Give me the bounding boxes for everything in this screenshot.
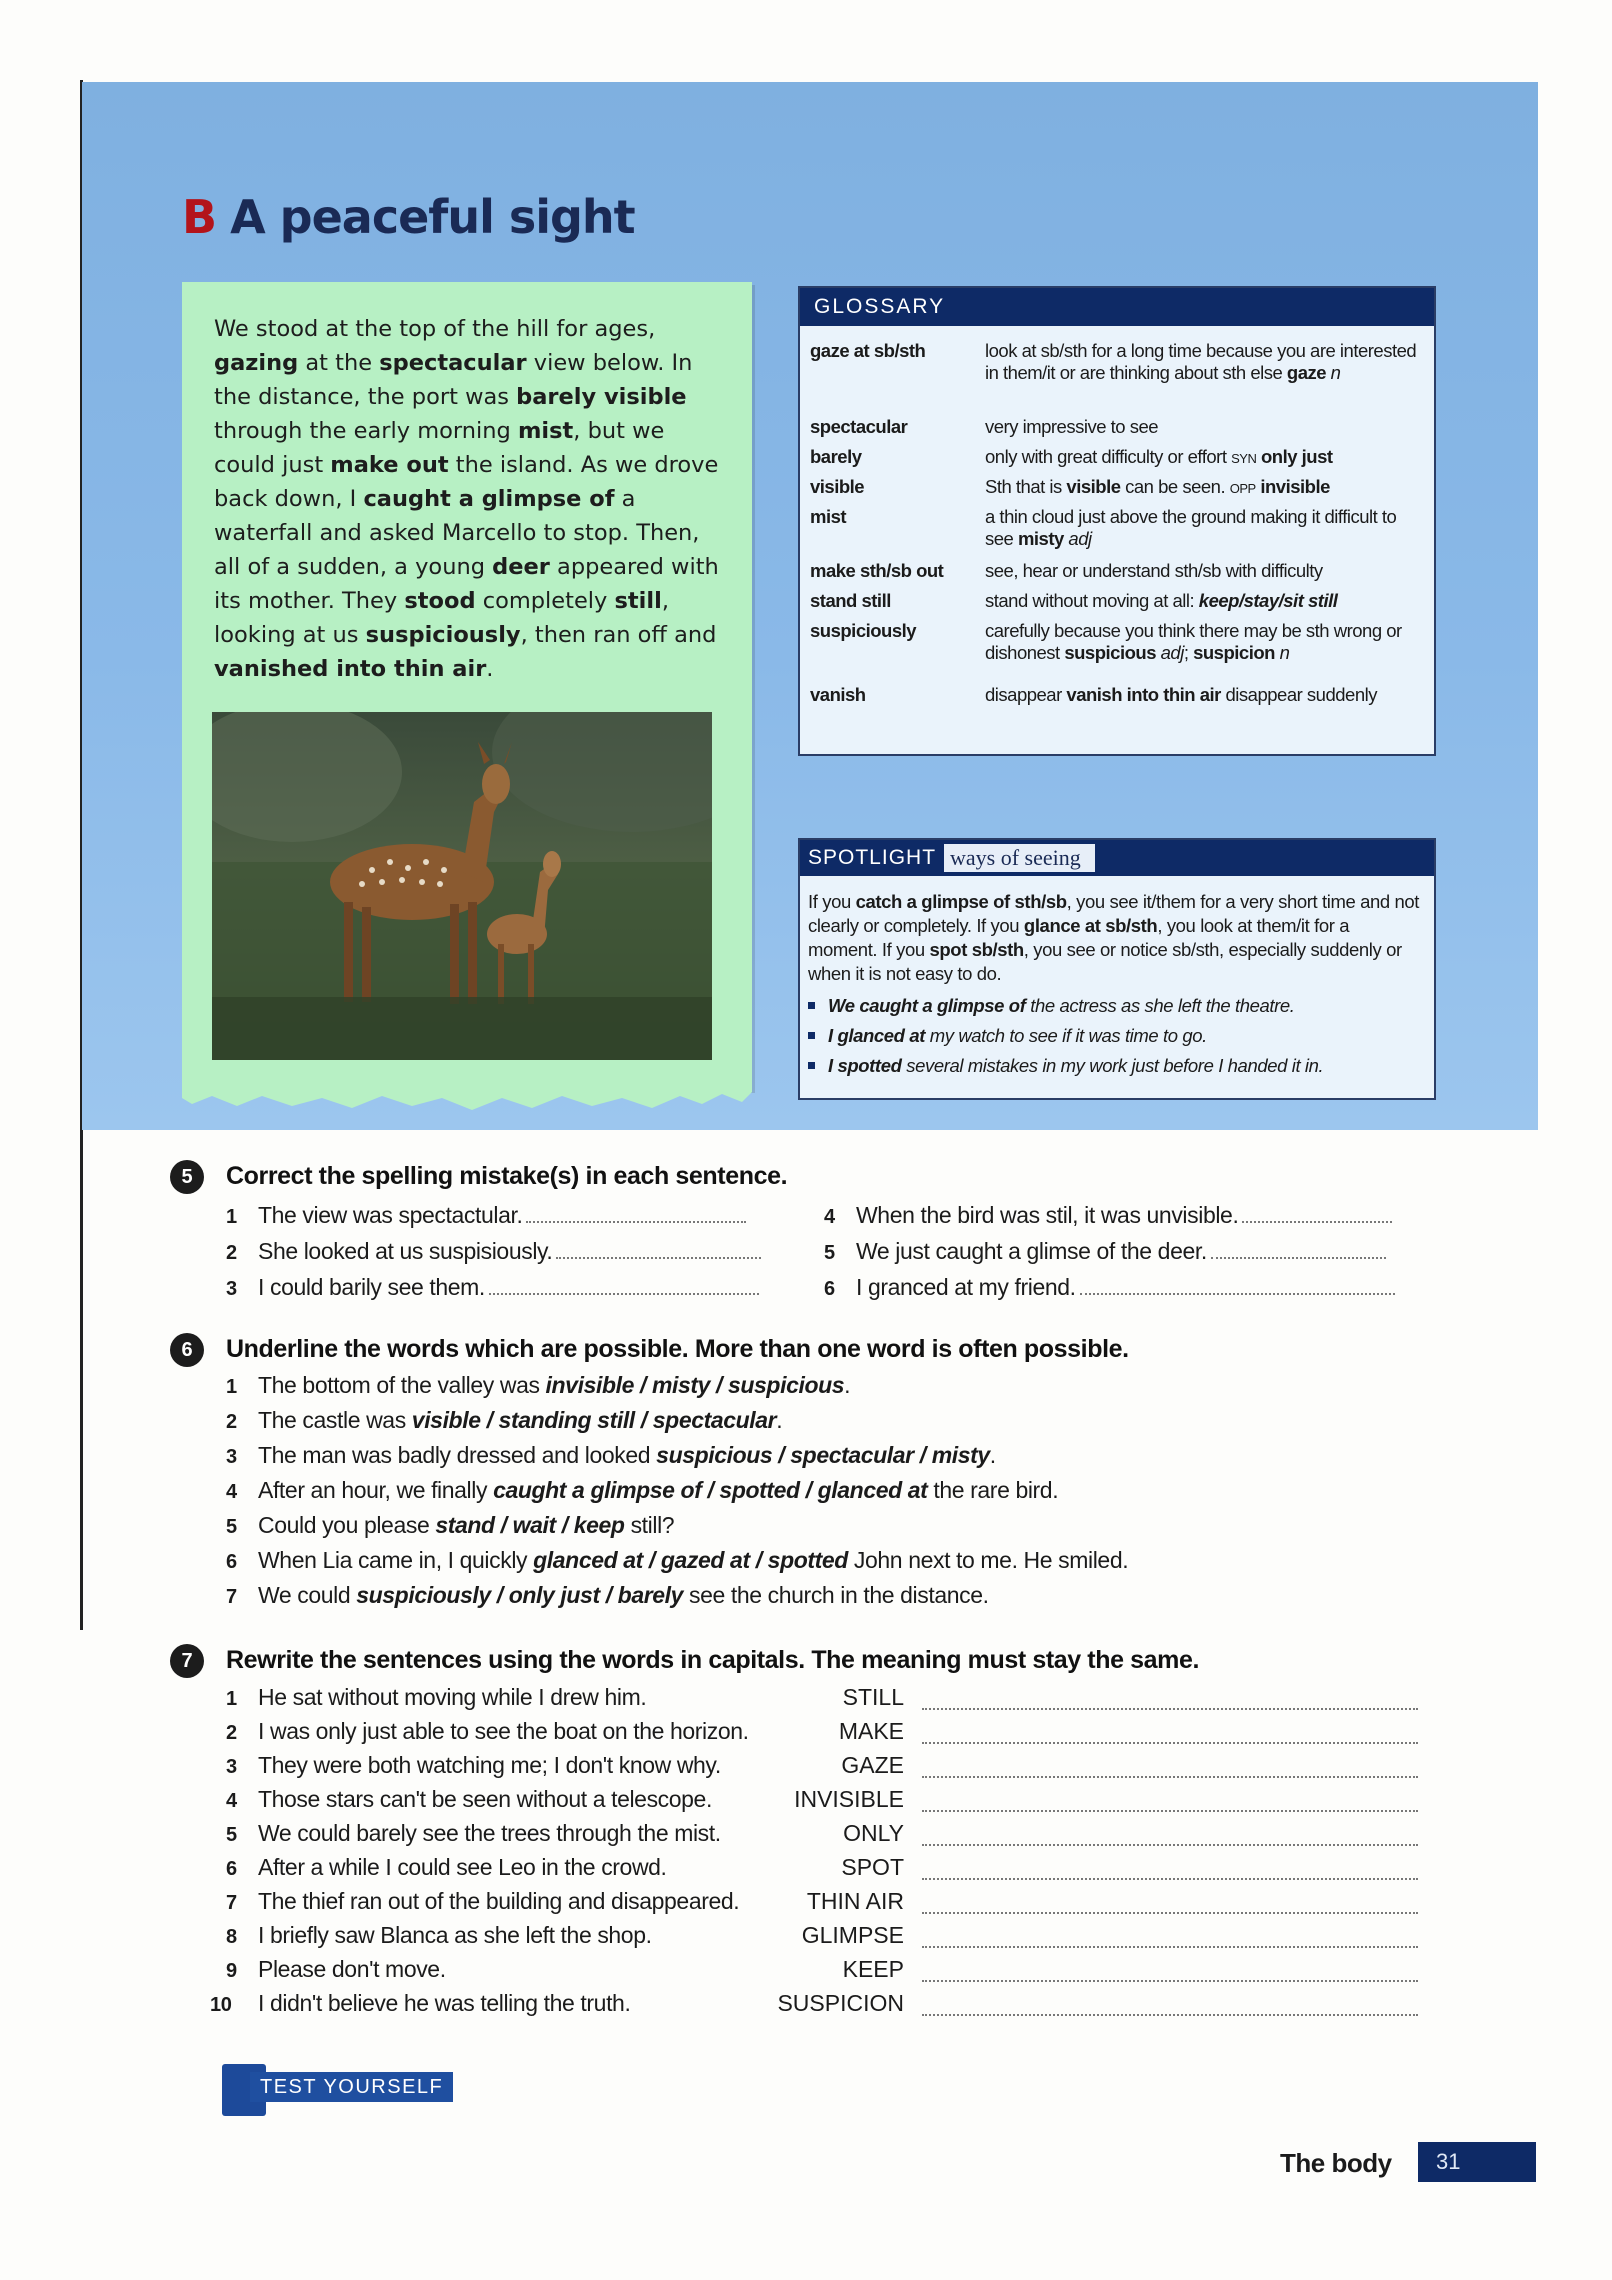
glossary-heading: GLOSSARY: [800, 288, 1434, 326]
glossary-definition: very impressive to see: [985, 416, 1159, 437]
exercise-5-item: 3 I could barily see them.: [226, 1272, 759, 1304]
exercise-title: Underline the words which are possible. More than one word is often possible.: [226, 1335, 1129, 1363]
word-options[interactable]: suspiciously / only just / barely: [356, 1582, 684, 1608]
capital-word: GLIMPSE: [801, 1922, 904, 1948]
exercise-7-item: 7 The thief ran out of the building and disappeared.: [226, 1888, 740, 1914]
spotlight-header: [800, 840, 1434, 876]
torn-edge: [182, 1084, 752, 1114]
answer-line[interactable]: [922, 1944, 1418, 1948]
section-title: B A peaceful sight: [182, 190, 635, 244]
capital-word: STILL: [842, 1684, 904, 1710]
glossary-box: GLOSSARY gaze at sb/sth look at sb/sth for a long time because you are interested in them/it or are thinking about sth else gaze n spectacular very impressive to see barely only with great difficulty or effort SYN only just visible Sth that is visible can be seen. OPP invisible mist a thin cloud just above the ground making it difficult to see misty adj make sth/sb out see, hear or understand sth/sb with difficulty stand still stand without moving at all: keep/stay/sit still suspiciously carefully because you think there may be sth wrong or dishonest suspicious adj; suspicion n vanish disappear vanish into thin air disappear suddenly: [798, 286, 1436, 756]
glossary-definition: stand without moving at all: keep/stay/sit still: [985, 590, 1338, 611]
exercise-5-item: 2 She looked at us suspisiously.: [226, 1236, 761, 1268]
spotlight-subtitle: ways of seeing: [944, 844, 1095, 872]
glossary-definition: Sth that is visible can be seen. OPP invisible: [985, 476, 1330, 497]
exercise-7-item: 2 I was only just able to see the boat on the horizon.: [226, 1718, 749, 1744]
exercise-number: 5: [170, 1160, 204, 1194]
word-options[interactable]: invisible / misty / suspicious: [545, 1372, 845, 1398]
capital-word: ONLY: [843, 1820, 904, 1846]
glossary-definition: only with great difficulty or effort SYN only just: [985, 446, 1333, 467]
exercise-7-item: 3 They were both watching me; I don't know why.: [226, 1752, 721, 1778]
footer-chapter-title: The body: [1280, 2148, 1392, 2178]
exercise-5-item: 5 We just caught a glimse of the deer.: [824, 1236, 1386, 1268]
word-options[interactable]: caught a glimpse of / spotted / glanced at: [493, 1477, 928, 1503]
answer-line[interactable]: [922, 1774, 1418, 1778]
exercise-number: 6: [170, 1333, 204, 1367]
answer-line[interactable]: [1211, 1237, 1386, 1259]
capital-word: KEEP: [842, 1956, 904, 1982]
glossary-definition: look at sb/sth for a long time because you are interested in them/it or are thinking about sth else gaze n: [985, 340, 1417, 383]
capital-word: GAZE: [841, 1752, 904, 1778]
deer-photo: [212, 712, 712, 1060]
word-options[interactable]: visible / standing still / spectacular: [411, 1407, 777, 1433]
story-card: [182, 282, 752, 1090]
exercise-6-item: 7 We could suspiciously / only just / barely see the church in the distance.: [226, 1582, 989, 1608]
capital-word: SPOT: [841, 1854, 904, 1880]
capital-word: MAKE: [838, 1718, 904, 1744]
word-options[interactable]: suspicious / spectacular / misty: [656, 1442, 990, 1468]
glossary-definition: a thin cloud just above the ground making it difficult to see misty adj: [985, 506, 1397, 549]
answer-line[interactable]: [922, 2012, 1418, 2016]
answer-line[interactable]: [526, 1201, 746, 1223]
answer-line[interactable]: [922, 1978, 1418, 1982]
spotlight-body: If you catch a glimpse of sth/sb, you see it/them for a very short time and not clearly or completely. If you glance at sb/sth, you look at them/it for a moment. If you spot sb/sth, you see or notice sb/sth, especially suddenly or when it is not easy to do.: [808, 891, 1420, 984]
exercise-5-item: 1 The view was spectactular.: [226, 1200, 746, 1232]
exercise-7-item: 6 After a while I could see Leo in the crowd.: [226, 1854, 667, 1880]
capital-word: INVISIBLE: [794, 1786, 904, 1812]
exercise-7-item: 8 I briefly saw Blanca as she left the shop.: [226, 1922, 652, 1948]
exercise-6-item: 2 The castle was visible / standing still / spectacular.: [226, 1407, 783, 1433]
exercise-6-item: 3 The man was badly dressed and looked suspicious / spectacular / misty.: [226, 1442, 996, 1468]
page-number: 31: [1418, 2142, 1536, 2182]
capital-word: THIN AIR: [806, 1888, 904, 1914]
exercise-7-item: 10 I didn't believe he was telling the truth.: [210, 1990, 631, 2016]
capital-word: SUSPICION: [777, 1990, 904, 2016]
exercise-6-item: 5 Could you please stand / wait / keep still?: [226, 1512, 675, 1538]
spotlight-box: SPOTLIGHT ways of seeing If you catch a glimpse of sth/sb, you see it/them for a very short time and not clearly or completely. If you glance at sb/sth, you look at them/it for a moment. If you spot sb/sth, you see or notice sb/sth, especially suddenly or when it is not easy to do. We caught a glimpse of the actress as she left the theatre. I glanced at my watch to see if it was time to go. I spotted several mistakes in my work just before I handed it in.: [798, 838, 1436, 1100]
test-yourself-badge[interactable]: [222, 2062, 462, 2116]
exercise-title: Rewrite the sentences using the words in capitals. The meaning must stay the same.: [226, 1646, 1200, 1674]
word-options[interactable]: glanced at / gazed at / spotted: [533, 1547, 848, 1573]
exercise-6-item: 6 When Lia came in, I quickly glanced at / gazed at / spotted John next to me. He smiled.: [226, 1547, 1129, 1573]
answer-line[interactable]: [1080, 1273, 1395, 1295]
answer-line[interactable]: [922, 1910, 1418, 1914]
glossary-definition: disappear vanish into thin air disappear suddenly: [985, 684, 1377, 705]
story-text: We stood at the top of the hill for ages, gazing at the spectacular view below. In the distance, the port was barely visible through the early morning mist, but we could just make out the island. As we drove back down, I caught a glimpse of a waterfall and asked Marcello to stop. Then, all of a sudden, a young deer appeared with its mother. They stood completely still, looking at us suspiciously, then ran off and vanished into thin air.: [214, 316, 719, 682]
exercise-title: Correct the spelling mistake(s) in each sentence.: [226, 1162, 788, 1190]
answer-line[interactable]: [1242, 1201, 1392, 1223]
exercise-7-item: 9 Please don't move.: [226, 1956, 446, 1982]
answer-line[interactable]: [922, 1706, 1418, 1710]
answer-line[interactable]: [922, 1876, 1418, 1880]
test-yourself-label: TEST YOURSELF: [250, 2072, 453, 2102]
answer-line[interactable]: [922, 1842, 1418, 1846]
answer-line[interactable]: [489, 1273, 759, 1295]
glossary-definition: see, hear or understand sth/sb with difficulty: [985, 560, 1323, 581]
glossary-definition: carefully because you think there may be sth wrong or dishonest suspicious adj; suspicion n: [985, 620, 1402, 663]
exercise-number: 7: [170, 1644, 204, 1678]
exercise-5-item: 4 When the bird was stil, it was unvisible.: [824, 1200, 1392, 1232]
exercise-6-item: 1 The bottom of the valley was invisible / misty / suspicious.: [226, 1372, 851, 1398]
exercise-6-item: 4 After an hour, we finally caught a glimpse of / spotted / glanced at the rare bird.: [226, 1477, 1059, 1503]
exercise-7-item: 1 He sat without moving while I drew him.: [226, 1684, 647, 1710]
spotlight-label: SPOTLIGHT: [808, 846, 937, 869]
exercise-7-item: 5 We could barely see the trees through the mist.: [226, 1820, 721, 1846]
answer-line[interactable]: [556, 1237, 761, 1259]
answer-line[interactable]: [922, 1740, 1418, 1744]
answer-line[interactable]: [922, 1808, 1418, 1812]
word-options[interactable]: stand / wait / keep: [435, 1512, 625, 1538]
exercise-5-item: 6 I granced at my friend.: [824, 1272, 1395, 1304]
exercise-7-item: 4 Those stars can't be seen without a telescope.: [226, 1786, 712, 1812]
